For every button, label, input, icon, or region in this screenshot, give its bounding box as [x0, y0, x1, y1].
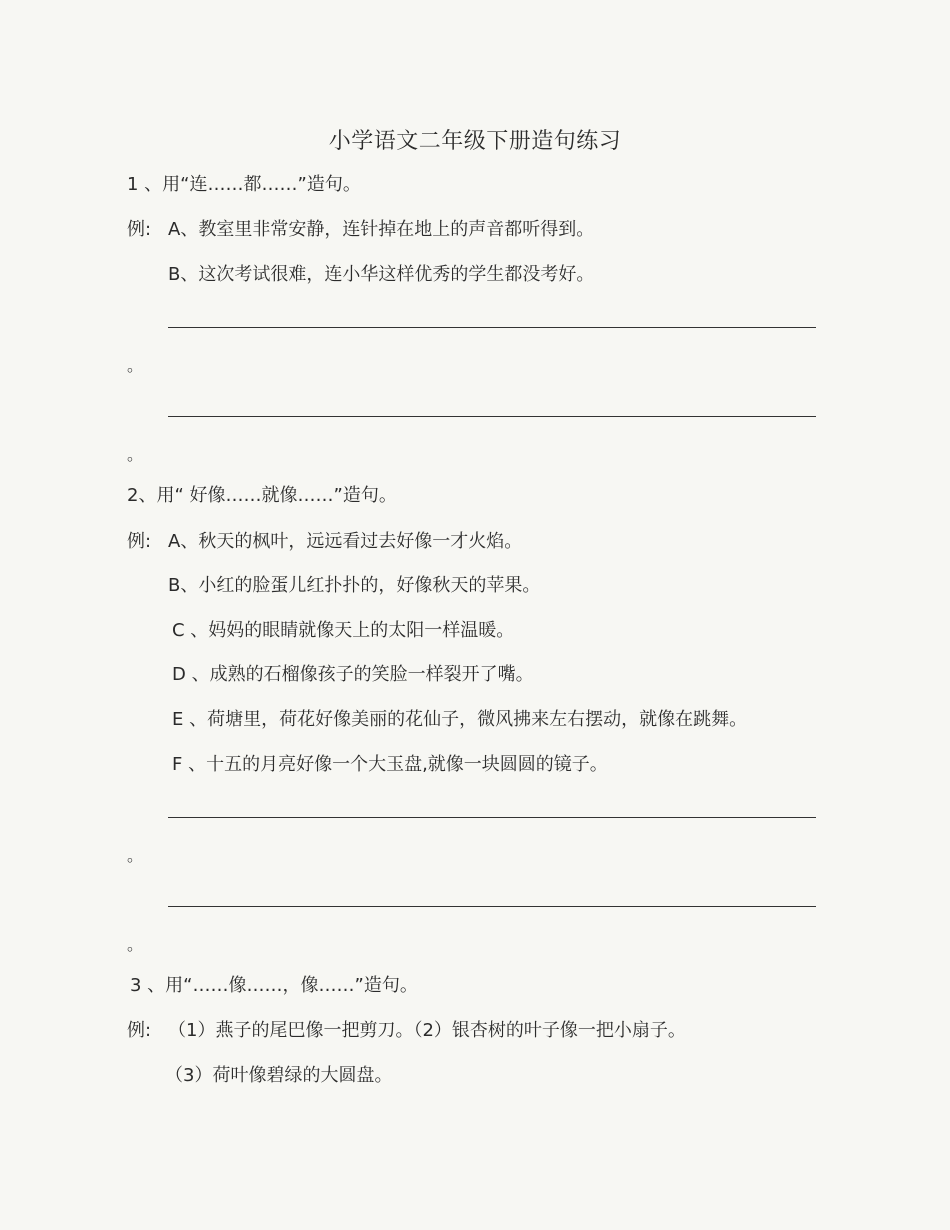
answer-period: 。: [127, 846, 144, 865]
page-title: 小学语文二年级下册造句练习: [328, 129, 622, 154]
question-2-example-b: B、小红的脸蛋儿红扑扑的，好像秋天的苹果。: [168, 575, 541, 596]
question-3-heading: 3 、用“……像……，像……”造句。: [130, 975, 418, 996]
question-2-example-e: E 、荷塘里，荷花好像美丽的花仙子，微风拂来左右摆动，就像在跳舞。: [172, 709, 748, 730]
question-1-example-prefix: 例:: [127, 219, 152, 240]
question-2-example-prefix: 例:: [127, 531, 152, 552]
question-2-example-c: C 、妈妈的眼睛就像天上的太阳一样温暖。: [172, 620, 515, 641]
question-3-example-prefix: 例:: [127, 1020, 152, 1041]
answer-line-2b[interactable]: [168, 906, 816, 907]
question-2-example-f: F 、十五的月亮好像一个大玉盘,就像一块圆圆的镜子。: [172, 754, 608, 775]
question-2-heading: 2、用“ 好像……就像……”造句。: [127, 485, 397, 506]
question-2-example-a: A、秋天的枫叶，远远看过去好像一才火焰。: [168, 531, 523, 552]
answer-period: 。: [127, 935, 144, 954]
question-2-example-d: D 、成熟的石榴像孩子的笑脸一样裂开了嘴。: [172, 664, 534, 685]
question-3-example-1-2: （1）燕子的尾巴像一把剪刀。（2）银杏树的叶子像一把小扇子。: [168, 1020, 686, 1041]
answer-period: 。: [127, 445, 144, 464]
question-1-example-b: B、这次考试很难，连小华这样优秀的学生都没考好。: [168, 264, 595, 285]
question-1-heading: 1 、用“连……都……”造句。: [127, 174, 361, 195]
question-1-example-a: A、教室里非常安静，连针掉在地上的声音都听得到。: [168, 219, 595, 240]
answer-line-1b[interactable]: [168, 416, 816, 417]
answer-line-1a[interactable]: [168, 327, 816, 328]
answer-period: 。: [127, 356, 144, 375]
answer-line-2a[interactable]: [168, 817, 816, 818]
question-3-example-3: （3）荷叶像碧绿的大圆盘。: [165, 1065, 393, 1086]
